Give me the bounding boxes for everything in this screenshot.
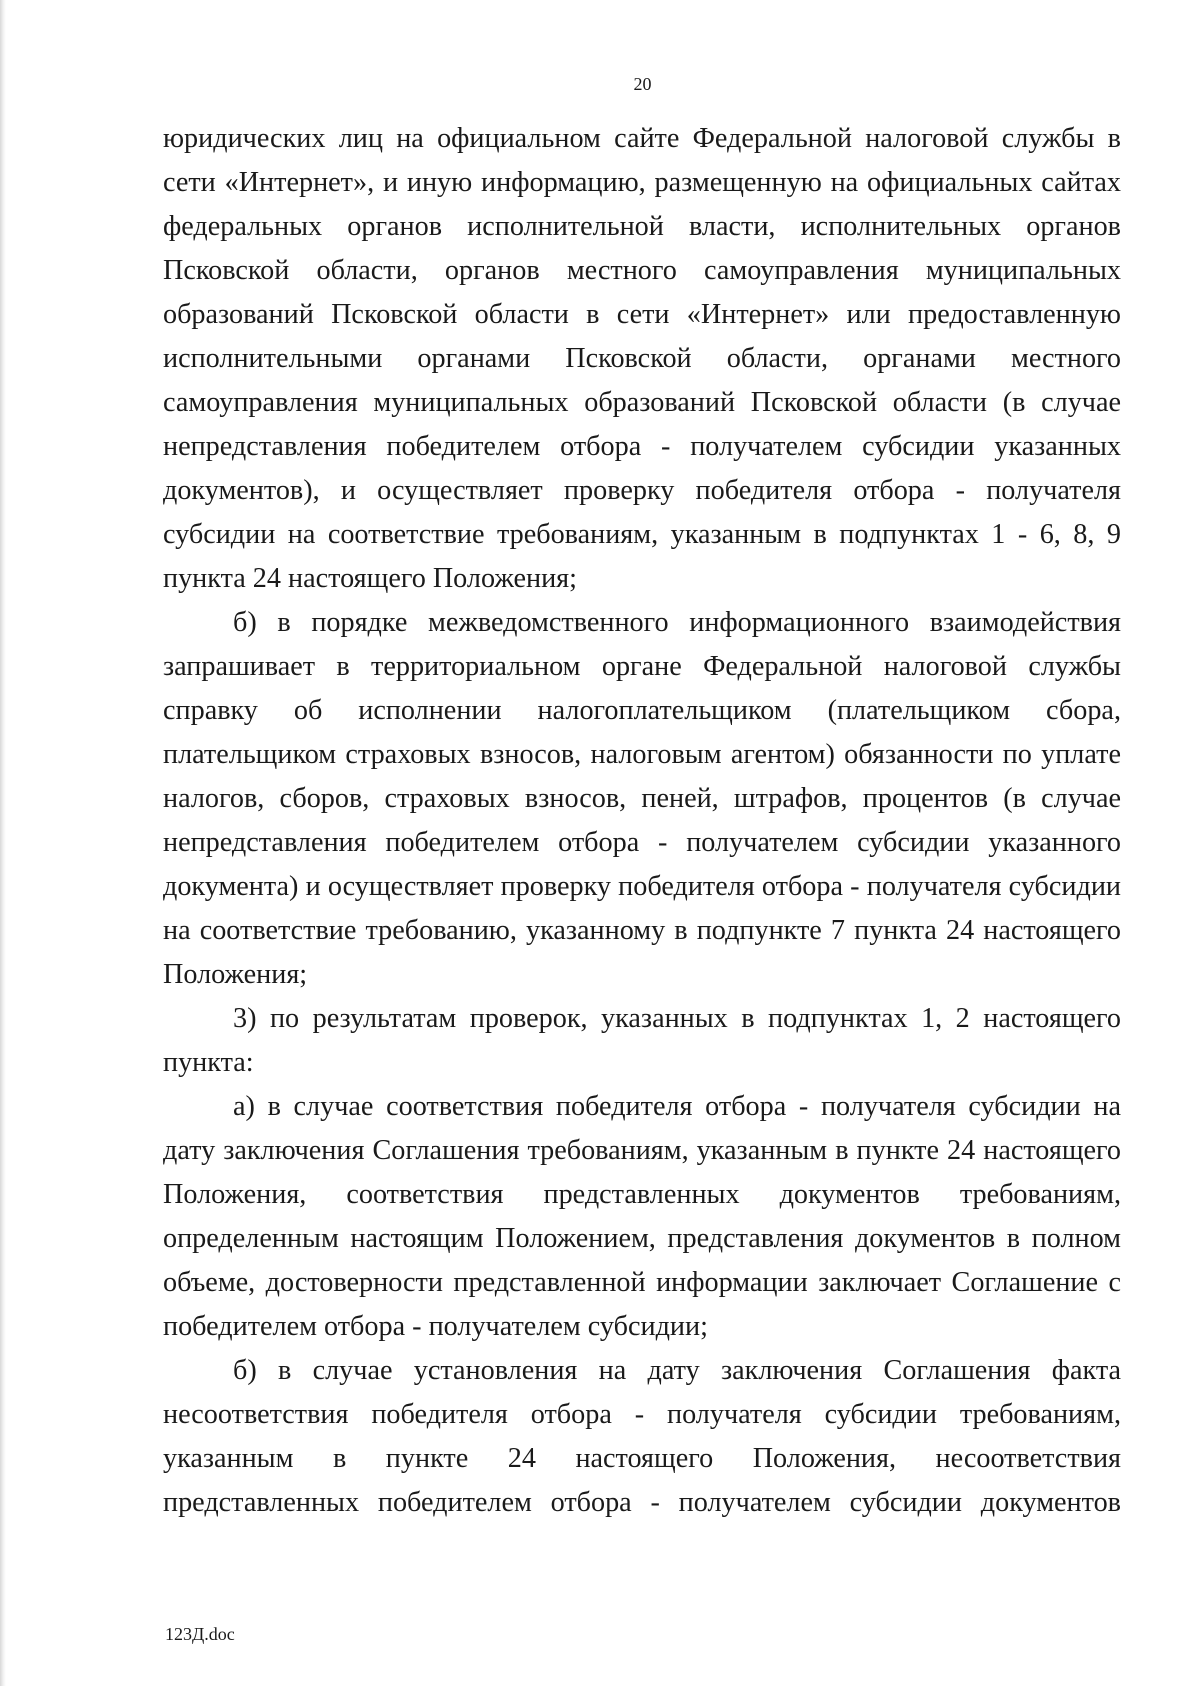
paragraph-5: б) в случае установления на дату заключения Соглашения факта несоответствия победителя отбора - получателя субсидии требованиям, указанным в пункте 24 настоящего Положения, несоответствия представленных победителем отбора - получателем субсидии документов [163,1355,1121,1518]
scan-edge [0,0,6,1686]
document-body [163,117,1121,1525]
footer-filename: 123Д.doc [165,1624,235,1644]
page-number: 20 [633,74,652,94]
paragraph-4: а) в случае соответствия победителя отбора - получателя субсидии на дату заключения Соглашения требованиям, указанным в пункте 24 настоящего Положения, соответствия представленных документов требованиям, определенным настоящим Положением, представления документов в полном объеме, достоверности представленной информации заключает Соглашение с победителем отбора - получателем субсидии; [163,1091,1121,1342]
paragraph-3: 3) по результатам проверок, указанных в подпунктах 1, 2 настоящего пункта: [163,1003,1121,1078]
paragraph-1: юридических лиц на официальном сайте Федеральной налоговой службы в сети «Интернет», и иную информацию, размещенную на официальных сайтах федеральных органов исполнительной власти, исполнительных органов Псковской области, органов местного самоуправления муниципальных образований Псковской области в сети «Интернет» или предоставленную исполнительными органами Псковской области, органами местного самоуправления муниципальных образований Псковской области (в случае непредставления победителем отбора - получателем субсидии указанных документов), и осуществляет проверку победителя отбора - получателя субсидии на соответствие требованиям, указанным в подпунктах 1 - 6, 8, 9 пункта 24 настоящего Положения; [163,123,1121,594]
paragraph-2: б) в порядке межведомственного информационного взаимодействия запрашивает в территориальном органе Федеральной налоговой службы справку об исполнении налогоплательщиком (плательщиком сбора, плательщиком страховых взносов, налоговым агентом) обязанности по уплате налогов, сборов, страховых взносов, пеней, штрафов, процентов (в случае непредставления победителем отбора - получателем субсидии указанного документа) и осуществляет проверку победителя отбора - получателя субсидии на соответствие требованию, указанному в подпункте 7 пункта 24 настоящего Положения; [163,607,1121,990]
